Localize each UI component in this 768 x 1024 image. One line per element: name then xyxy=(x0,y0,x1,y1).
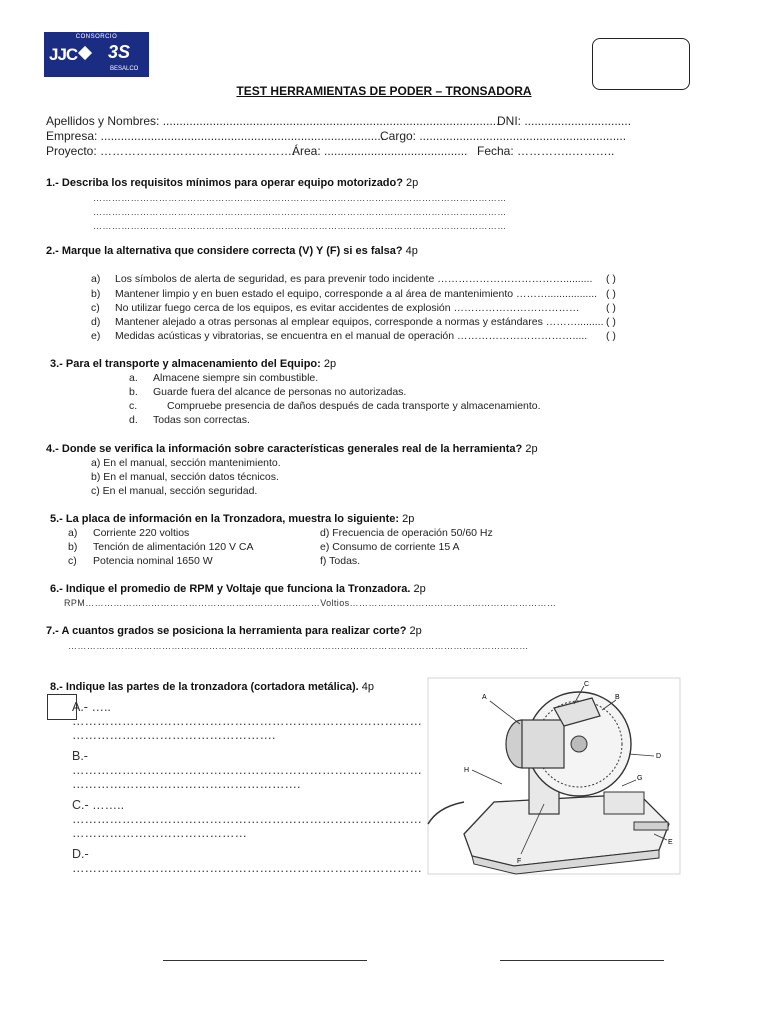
true-false-box[interactable]: ( ) xyxy=(606,316,616,328)
option[interactable]: Corriente 220 voltios xyxy=(93,527,190,539)
question-7: 7.- A cuantos grados se posiciona la herramienta para realizar corte? 2p xyxy=(46,625,422,637)
question-4: 4.- Donde se verifica la información sobre características generales real de la herramienta? 2p xyxy=(46,443,538,455)
answer-line[interactable]: …………………………………………………………………………………………………………………… xyxy=(93,221,507,231)
true-false-box[interactable]: ( ) xyxy=(606,330,616,342)
list-item: Medidas acústicas y vibratorias, se encuentra en el manual de operación ……………………………..... xyxy=(115,330,588,342)
answer-line[interactable]: RPM…………………………………………………………………Voltios………………………………………………………… xyxy=(64,598,557,608)
part-d-label: D.- xyxy=(72,847,89,861)
list-item-label: c) xyxy=(91,302,100,314)
answer-line[interactable]: ………………………………………………………………………… xyxy=(72,763,422,777)
question-3: 3.- Para el transporte y almacenamiento del Equipo: 2p xyxy=(50,358,337,370)
list-item: Mantener limpio y en buen estado el equipo, corresponde a al área de mantenimiento ………................. xyxy=(115,288,598,300)
diagram-label-b: B xyxy=(615,694,620,701)
question-6: 6.- Indique el promedio de RPM y Voltaje que funciona la Tronzadora. 2p xyxy=(50,583,426,595)
option[interactable]: c) En el manual, sección seguridad. xyxy=(91,485,258,497)
field-fecha[interactable]: Fecha: …………..……….. xyxy=(477,144,615,158)
logo-consorcio: CONSORCIO xyxy=(75,34,118,40)
option[interactable]: Guarde fuera del alcance de personas no autorizadas. xyxy=(153,386,407,398)
option-label: c. xyxy=(129,400,138,412)
diagram-label-e: E xyxy=(668,839,673,846)
option[interactable]: Todas son correctas. xyxy=(153,414,250,426)
field-dni[interactable]: DNI: ................................ xyxy=(497,114,632,128)
diagram-label-h: H xyxy=(464,767,470,774)
score-box xyxy=(592,38,690,90)
field-empresa[interactable]: Empresa: ..................................................................................... xyxy=(46,129,385,143)
option[interactable]: e) Consumo de corriente 15 A xyxy=(320,541,460,553)
option[interactable]: d) Frecuencia de operación 50/60 Hz xyxy=(320,527,493,539)
logo-besalco: BESALCO xyxy=(110,66,139,72)
list-item-label: a) xyxy=(91,273,101,285)
answer-line[interactable]: …………………………………………………………………………………………………………………… xyxy=(93,193,507,203)
list-item-label: b) xyxy=(91,288,101,300)
signature-line-left xyxy=(163,960,367,961)
question-8: 8.- Indique las partes de la tronzadora (cortadora metálica). 4p xyxy=(50,681,374,693)
part-b-label: B.- xyxy=(72,749,88,763)
field-proyecto[interactable]: Proyecto: …………………………………………. xyxy=(46,144,296,158)
option[interactable]: Potencia nominal 1650 W xyxy=(93,555,213,567)
option[interactable]: b) En el manual, sección datos técnicos. xyxy=(91,471,279,483)
option-label: b) xyxy=(68,541,78,553)
part-a-label: A.- ….. xyxy=(72,700,111,714)
answer-line[interactable]: …………………………………………………………………………………………………………………… xyxy=(93,207,507,217)
list-item-label: d) xyxy=(91,316,101,328)
option[interactable]: Tención de alimentación 120 V CA xyxy=(93,541,254,553)
list-item: No utilizar fuego cerca de los equipos, es evitar accidentes de explosión ……………………………… xyxy=(115,302,580,314)
logo-jjc: JJC xyxy=(49,45,78,64)
option[interactable]: f) Todas. xyxy=(320,555,361,567)
option[interactable]: Almacene siempre sin combustible. xyxy=(153,372,319,384)
cutoff-saw-diagram xyxy=(424,674,684,879)
list-item: Los símbolos de alerta de seguridad, es para prevenir todo incidente ……………………………….......... xyxy=(115,273,593,285)
diagram-label-a: A xyxy=(482,694,487,701)
answer-line[interactable]: ………………………………………………………………………… xyxy=(72,861,422,875)
answer-line[interactable]: ………………………………………………………………………… xyxy=(72,714,422,728)
option[interactable]: a) En el manual, sección mantenimiento. xyxy=(91,457,281,469)
option-label: a. xyxy=(129,372,138,384)
logo-diamond-icon xyxy=(78,46,92,60)
question-1: 1.- Describa los requisitos mínimos para operar equipo motorizado? 2p xyxy=(46,177,419,189)
option-label: c) xyxy=(68,555,77,567)
diagram-label-g: G xyxy=(637,775,643,782)
diagram-label-d: D xyxy=(656,753,662,760)
true-false-box[interactable]: ( ) xyxy=(606,302,616,314)
list-item-label: e) xyxy=(91,330,101,342)
field-cargo[interactable]: Cargo: .............................................................. xyxy=(380,129,627,143)
answer-line[interactable]: ………………………………………………. xyxy=(72,777,301,791)
question-5: 5.- La placa de información en la Tronzadora, muestra lo siguiente: 2p xyxy=(50,513,415,525)
answer-line[interactable]: …………………………………………. xyxy=(72,728,276,742)
diagram-label-f: F xyxy=(517,858,522,865)
answer-line[interactable]: …………………………………… xyxy=(72,826,247,840)
logo-3s: 3S xyxy=(108,42,131,62)
company-logo xyxy=(44,32,149,77)
true-false-box[interactable]: ( ) xyxy=(606,273,616,285)
page-title: TEST HERRAMIENTAS DE PODER – TRONSADORA xyxy=(236,84,532,98)
part-c-label: C.- …….. xyxy=(72,798,125,812)
signature-line-right xyxy=(500,960,664,961)
field-name[interactable]: Apellidos y Nombres: ..................................................................................................... xyxy=(46,114,500,128)
answer-line[interactable]: ………………………………………………………………………………………………………………………………… xyxy=(68,641,529,651)
option-label: b. xyxy=(129,386,138,398)
true-false-box[interactable]: ( ) xyxy=(606,288,616,300)
question-2: 2.- Marque la alternativa que considere correcta (V) Y (F) si es falsa? 4p xyxy=(46,245,418,257)
option-label: d. xyxy=(129,414,138,426)
answer-line[interactable]: ………………………………………………………………………… xyxy=(72,812,422,826)
diagram-label-c: C xyxy=(584,681,590,688)
option[interactable]: Compruebe presencia de daños después de cada transporte y almacenamiento. xyxy=(167,400,541,412)
option-label: a) xyxy=(68,527,78,539)
field-area[interactable]: Área: ........................................... xyxy=(292,144,468,158)
list-item: Mantener alejado a otras personas al emplear equipos, corresponde a normas y estándares ………......... xyxy=(115,316,604,328)
